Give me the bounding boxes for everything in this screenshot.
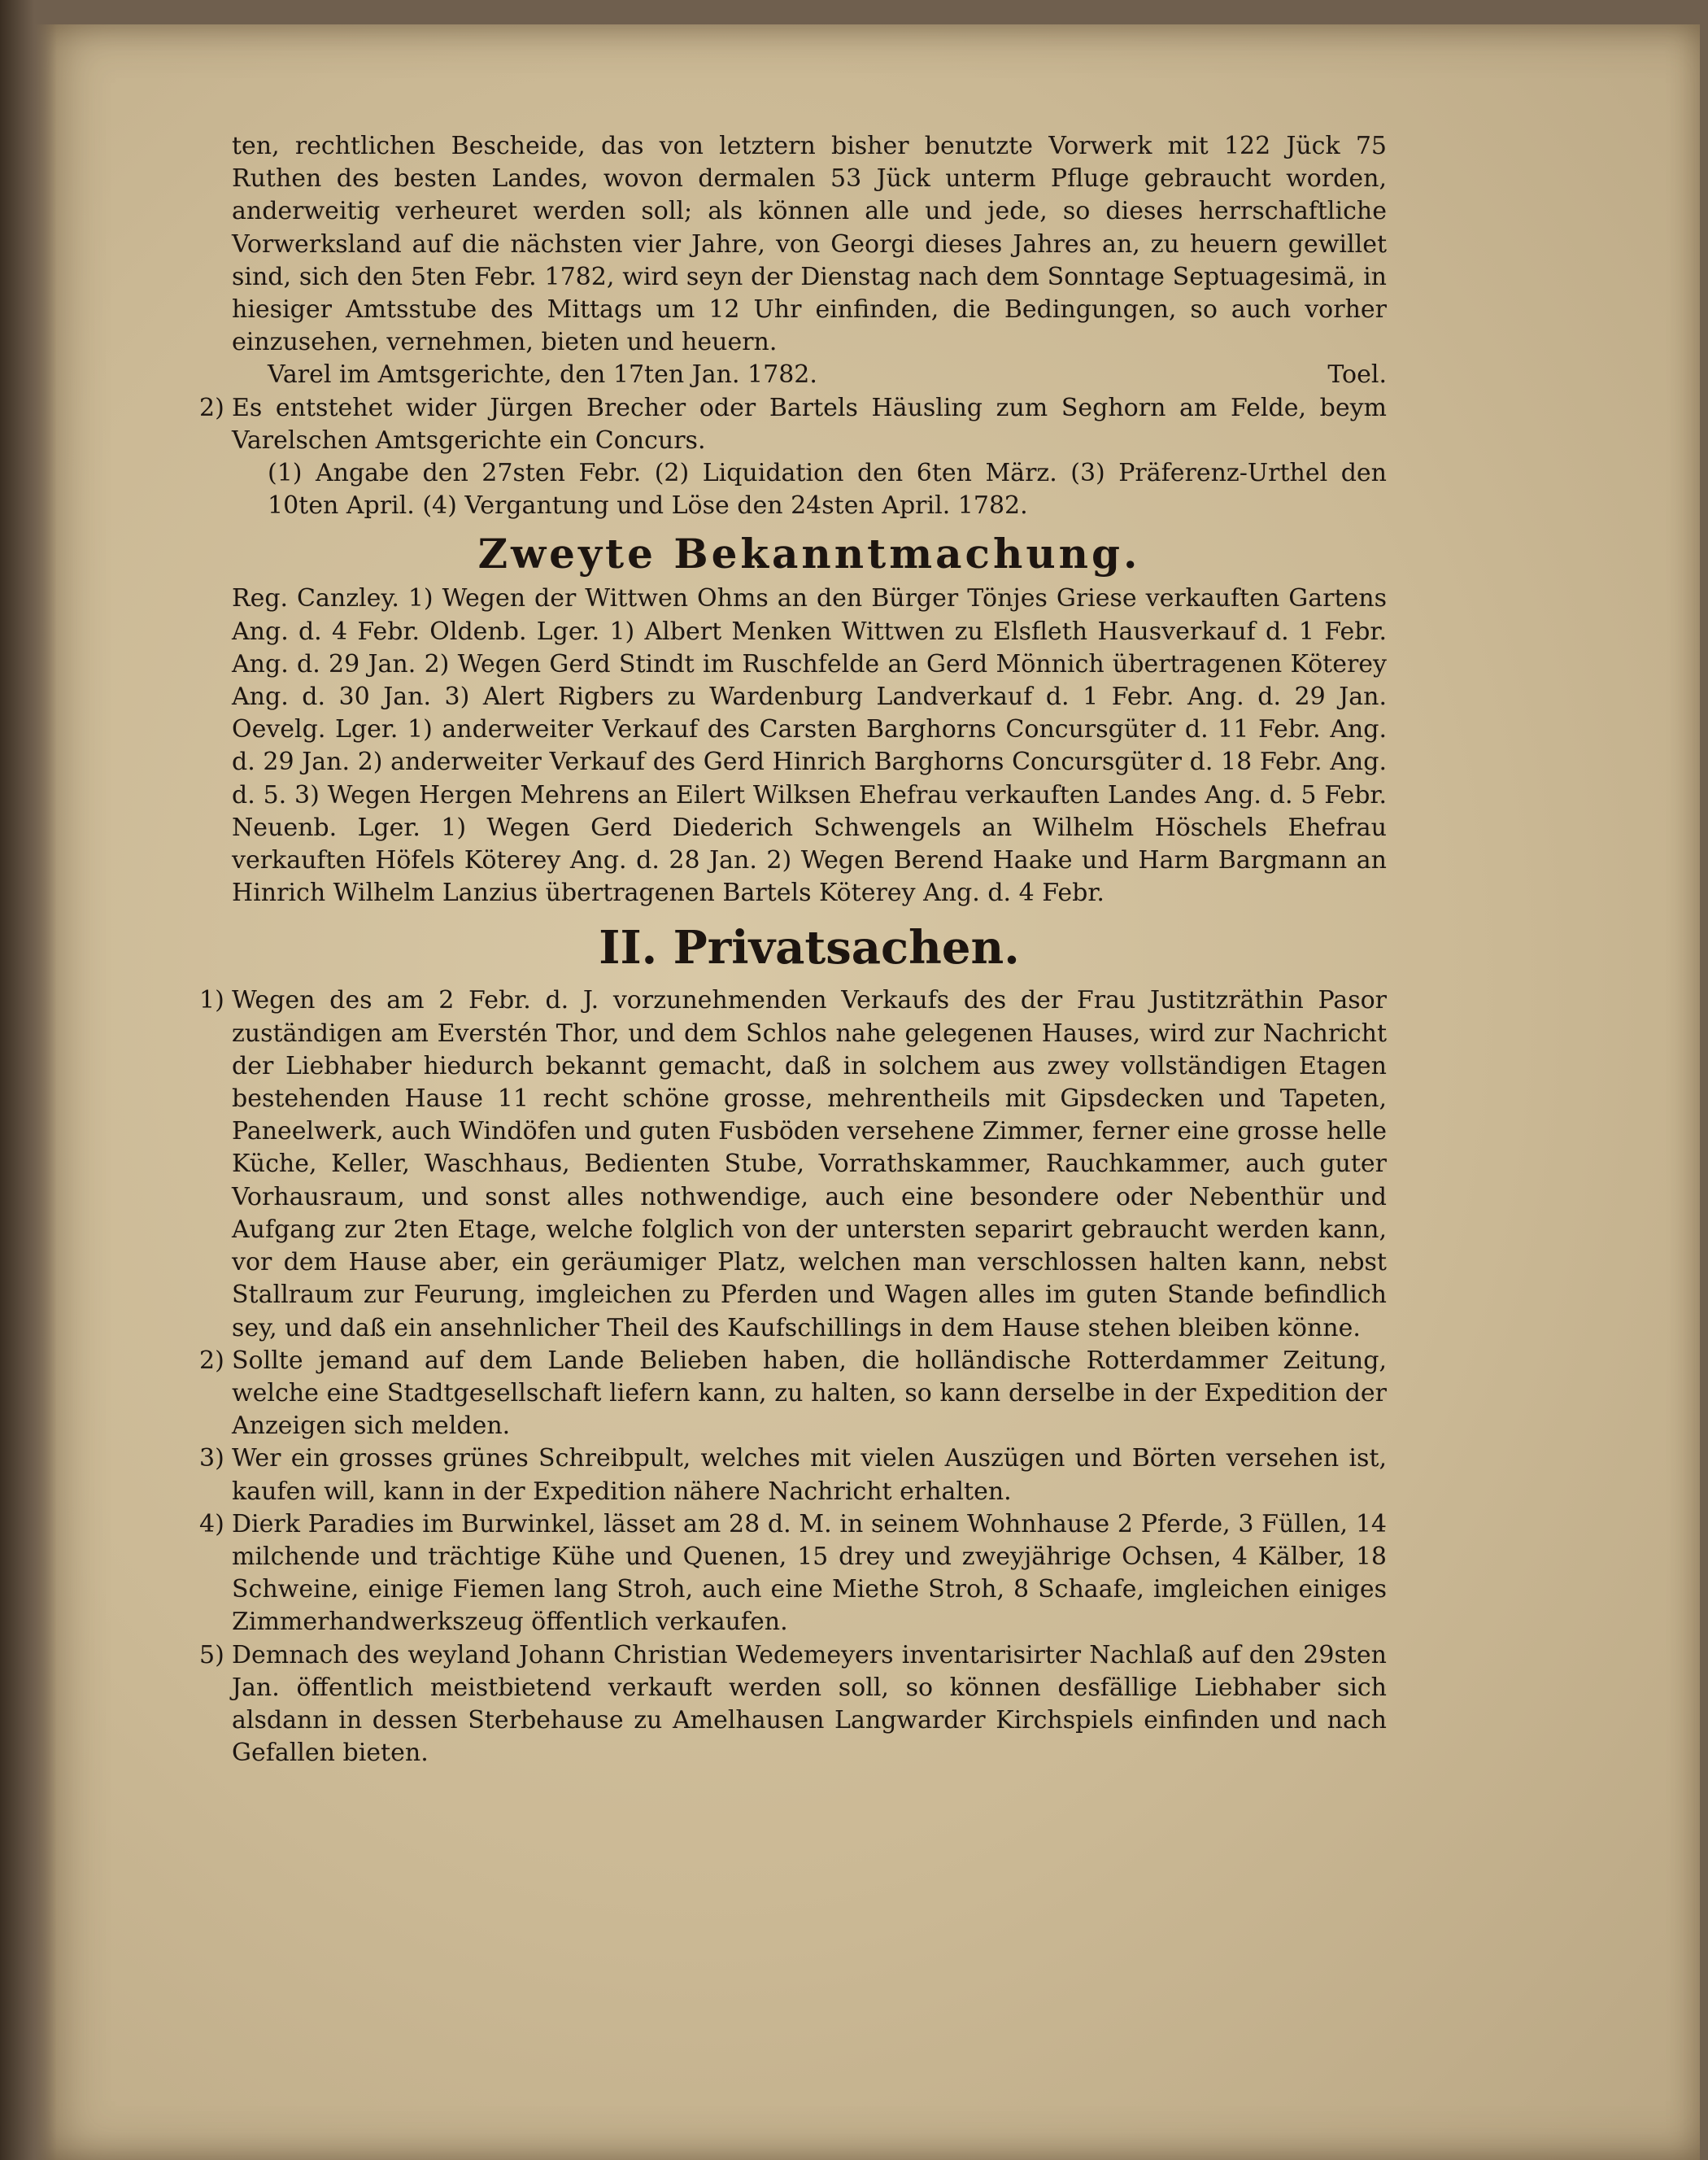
signature: Toel. bbox=[1327, 360, 1387, 390]
item-text: Sollte jemand auf dem Lande Belieben haben, die holländische Rotterdammer Zeitung, welche eine Stadtgesellschaft liefern kann, zu halten, so kann derselbe in der Expedition der Anzeigen sich melden. bbox=[232, 1346, 1387, 1441]
list-item bbox=[232, 1639, 1387, 1770]
concurs-text: Es entstehet wider Jürgen Brecher oder Bartels Häusling zum Seghorn am Felde, beym Varelschen Amtsgerichte ein Concurs. bbox=[232, 393, 1387, 455]
item-text: Wegen des am 2 Febr. d. J. vorzunehmenden Verkaufs des der Frau Justitzräthin Pasor zuständigen am Everstén Thor, und dem Schlos nahe gelegenen Hauses, wird zur Nachricht der Liebhaber hiedurch bekannt gemacht, daß in solchem aus zwey vollständigen Etagen bestehenden Hause 11 recht schöne grosse, mehrentheils mit Gipsdecken und Tapeten, Paneelwerk, auch Windöfen und guten Fusböden versehene Zimmer, ferner eine grosse helle Küche, Keller, Waschhaus, Bedienten Stube, Vorrathskammer, Rauchkammer, auch guter Vorhausraum, und sonst alles nothwendige, auch eine besondere oder Nebenthür und Aufgang zur 2ten Etage, welche folglich von der untersten separirt gebraucht werden kann, vor dem Hause aber, ein geräumiger Platz, welchen man verschlossen halten kann, nebst Stallraum zur Feurung, imgleichen zu Pferden und Wagen alles im guten Stande befindlich sey, und daß ein ansehnlicher Theil des Kaufschillings in dem Hause stehen bleiben könne. bbox=[232, 986, 1387, 1342]
paragraph-bekanntmachung: Reg. Canzley. 1) Wegen der Wittwen Ohms an den Bürger Tönjes Griese verkauften Gartens Ang. d. 4 Febr. Oldenb. Lger. 1) Albert Menken Wittwen zu Elsfleth Hausverkauf d. 1 Febr. Ang. d. 29 Jan. 2) Wegen Gerd Stindt im Ruschfelde an Gerd Mönnich übertragenen Köterey Ang. d. 30 Jan. 3) Alert Rigbers zu Wardenburg Landverkauf d. 1 Febr. Ang. d. 29 Jan. Oevelg. Lger. 1) anderweiter Verkauf des Carsten Barghorns Concursgüter d. 11 Febr. Ang. d. 29 Jan. 2) anderweiter Verkauf des Gerd Hinrich Barghorns Concursgüter d. 18 Febr. Ang. d. 5. 3) Wegen Hergen Mehrens an Eilert Wilksen Ehefrau verkauften Landes Ang. d. 5 Febr. Neuenb. Lger. 1) Wegen Gerd Diederich Schwengels an Wilhelm Höschels Ehefrau verkauften Höfels Köterey Ang. d. 28 Jan. 2) Wegen Berend Haake und Harm Bargmann an Hinrich Wilhelm Lanzius übertragenen Bartels Köterey Ang. d. 4 Febr. bbox=[232, 584, 1387, 908]
list-item bbox=[232, 1345, 1387, 1443]
paragraph-concurs bbox=[232, 392, 1387, 457]
item-text: Dierk Paradies im Burwinkel, lässet am 28 d. M. in seinem Wohnhause 2 Pferde, 3 Füllen, 14 milchende und trächtige Kühe und Quenen, 15 drey und zweyjährige Ochsen, 4 Kälber, 18 Schweine, einige Fiemen lang Stroh, auch eine Miethe Stroh, 8 Schaafe, imgleichen einiges Zimmerhandwerkszeug öffentlich verkaufen. bbox=[232, 1509, 1387, 1637]
list-item bbox=[232, 1442, 1387, 1508]
list-item bbox=[232, 1508, 1387, 1639]
heading-privatsachen: II. Privatsachen. bbox=[599, 921, 1020, 975]
concurs-dates: (1) Angabe den 27sten Febr. (2) Liquidation den 6ten März. (3) Präferenz-Urthel den 10ten April. (4) Vergantung und Löse den 24sten April. 1782. bbox=[268, 459, 1387, 521]
heading-zweyte-bekanntmachung: Zweyte Bekanntmachung. bbox=[477, 530, 1141, 578]
book-gutter bbox=[0, 0, 57, 2160]
place-date: Varel im Amtsgerichte, den 17ten Jan. 1782. bbox=[268, 360, 817, 390]
paragraph-vorwerk: ten, rechtlichen Bescheide, das von letztern bisher benutzte Vorwerk mit 122 Jück 75 Ruthen des besten Landes, wovon dermalen 53 Jück unterm Pfluge gebraucht worden, anderweitig verheuret werden soll; als können alle und jede, so dieses herrschaftliche Vorwerksland auf die nächsten vier Jahre, von Georgi dieses Jahres an, zu heuern gewillet sind, sich den 5ten Febr. 1782, wird seyn der Dienstag nach dem Sonntage Septuagesimä, in hiesiger Amtsstube des Mittags um 12 Uhr einfinden, die Bedingungen, so auch vorher einzusehen, vernehmen, bieten und heuern. bbox=[232, 132, 1387, 357]
list-item bbox=[232, 984, 1387, 1344]
item-text: Demnach des weyland Johann Christian Wedemeyers inventarisirter Nachlaß auf den 29sten Jan. öffentlich meistbietend verkauft werden soll, so können desfällige Liebhaber sich alsdann in dessen Sterbehause zu Amelhausen Langwarder Kirchspiels einfinden und nach Gefallen bieten. bbox=[232, 1640, 1387, 1768]
place-date-line bbox=[232, 359, 1387, 391]
page-text bbox=[232, 130, 1387, 1769]
item-text: Wer ein grosses grünes Schreibpult, welches mit vielen Auszügen und Börten versehen ist, kaufen will, kann in der Expedition nähere Nachricht erhalten. bbox=[232, 1444, 1387, 1506]
